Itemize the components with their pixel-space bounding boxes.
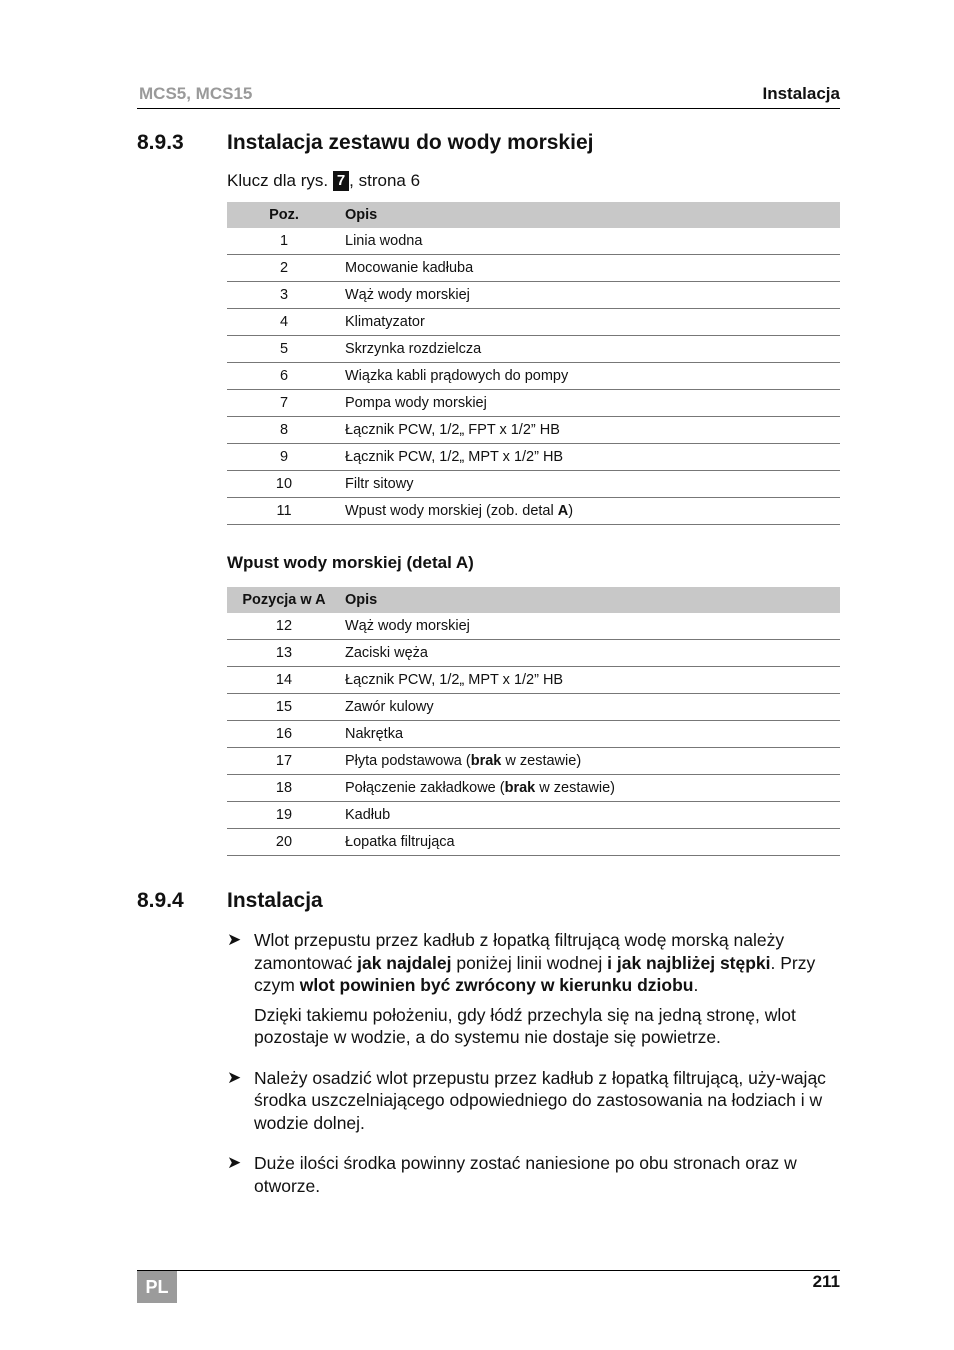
cell-desc: Wiązka kabli prądowych do pompy bbox=[341, 363, 840, 390]
cell-pos: 9 bbox=[227, 444, 341, 471]
cell-desc: Zawór kulowy bbox=[341, 694, 840, 721]
header-product: MCS5, MCS15 bbox=[139, 84, 253, 103]
cell-pos: 11 bbox=[227, 498, 341, 525]
instruction-list bbox=[227, 929, 842, 1215]
header-pos: Poz. bbox=[227, 202, 341, 228]
table-row bbox=[227, 390, 840, 417]
cell-pos: 1 bbox=[227, 228, 341, 255]
cell-pos: 7 bbox=[227, 390, 341, 417]
cell-pos: 4 bbox=[227, 309, 341, 336]
page-number: 211 bbox=[812, 1272, 840, 1291]
section-number: 8.9.4 bbox=[137, 889, 184, 912]
section-title: Instalacja bbox=[227, 889, 323, 912]
table-row bbox=[227, 640, 840, 667]
cell-pos: 3 bbox=[227, 282, 341, 309]
table-row bbox=[227, 255, 840, 282]
arrow-icon: ➤ bbox=[227, 1067, 242, 1087]
cell-desc: Łopatka filtrująca bbox=[341, 829, 840, 856]
section-number: 8.9.3 bbox=[137, 131, 184, 154]
footer-rule bbox=[137, 1270, 840, 1271]
table-header-row bbox=[227, 202, 840, 228]
cell-desc: Wąż wody morskiej bbox=[341, 282, 840, 309]
cell-desc: Zaciski węża bbox=[341, 640, 840, 667]
cell-desc: Łącznik PCW, 1/2„ MPT x 1/2” HB bbox=[341, 667, 840, 694]
table-row bbox=[227, 694, 840, 721]
header-desc: Opis bbox=[341, 587, 840, 613]
cell-desc: Skrzynka rozdzielcza bbox=[341, 336, 840, 363]
key-prefix: Klucz dla rys. bbox=[227, 171, 329, 190]
table-row bbox=[227, 721, 840, 748]
cell-desc: Filtr sitowy bbox=[341, 471, 840, 498]
cell-pos: 18 bbox=[227, 775, 341, 802]
list-item bbox=[227, 929, 842, 1056]
cell-desc: Płyta podstawowa (brak w zestawie) bbox=[341, 748, 840, 775]
cell-pos: 5 bbox=[227, 336, 341, 363]
cell-desc: Połączenie zakładkowe (brak w zestawie) bbox=[341, 775, 840, 802]
arrow-icon: ➤ bbox=[227, 930, 242, 949]
cell-pos: 12 bbox=[227, 613, 341, 640]
table-row bbox=[227, 282, 840, 309]
figure-badge: 7 bbox=[333, 171, 349, 191]
cell-desc: Łącznik PCW, 1/2„ FPT x 1/2” HB bbox=[341, 417, 840, 444]
cell-desc: Kadłub bbox=[341, 802, 840, 829]
cell-pos: 13 bbox=[227, 640, 341, 667]
table-row bbox=[227, 613, 840, 640]
language-badge: PL bbox=[137, 1271, 177, 1303]
cell-desc: Łącznik PCW, 1/2„ MPT x 1/2” HB bbox=[341, 444, 840, 471]
table-header-row bbox=[227, 587, 840, 613]
header-desc: Opis bbox=[341, 202, 840, 228]
table-row bbox=[227, 336, 840, 363]
list-item bbox=[227, 1067, 842, 1142]
table-row bbox=[227, 802, 840, 829]
cell-pos: 16 bbox=[227, 721, 341, 748]
cell-pos: 20 bbox=[227, 829, 341, 856]
cell-pos: 19 bbox=[227, 802, 341, 829]
list-item bbox=[227, 1152, 842, 1204]
table-row bbox=[227, 775, 840, 802]
cell-pos: 15 bbox=[227, 694, 341, 721]
detail-subheading: Wpust wody morskiej (detal A) bbox=[227, 553, 474, 572]
cell-pos: 2 bbox=[227, 255, 341, 282]
table-row bbox=[227, 309, 840, 336]
header-pos: Pozycja w A bbox=[227, 587, 341, 613]
header-rule bbox=[137, 108, 840, 109]
table-row bbox=[227, 444, 840, 471]
table-row bbox=[227, 748, 840, 775]
table-row bbox=[227, 471, 840, 498]
cell-desc: Nakrętka bbox=[341, 721, 840, 748]
table-row bbox=[227, 228, 840, 255]
key-suffix: , strona 6 bbox=[349, 171, 421, 190]
header-chapter: Instalacja bbox=[762, 84, 840, 103]
legend-table bbox=[227, 202, 840, 525]
cell-desc: Linia wodna bbox=[341, 228, 840, 255]
figure-key bbox=[227, 171, 420, 191]
detail-table bbox=[227, 587, 840, 856]
table-row bbox=[227, 363, 840, 390]
instruction-note: Dzięki takiemu położeniu, gdy łódź przechyla się na jedną stronę, wlot pozostaje w wodzie, a do systemu nie dostaje się powietrze. bbox=[254, 1004, 796, 1047]
cell-pos: 14 bbox=[227, 667, 341, 694]
cell-desc: Wąż wody morskiej bbox=[341, 613, 840, 640]
table-row bbox=[227, 498, 840, 525]
table-row bbox=[227, 417, 840, 444]
table-row bbox=[227, 667, 840, 694]
instruction-text: Duże ilości środka powinny zostać naniesione po obu stronach oraz w otworze. bbox=[254, 1153, 797, 1196]
cell-pos: 6 bbox=[227, 363, 341, 390]
cell-desc: Klimatyzator bbox=[341, 309, 840, 336]
arrow-icon: ➤ bbox=[227, 1153, 242, 1172]
cell-desc: Pompa wody morskiej bbox=[341, 390, 840, 417]
cell-pos: 17 bbox=[227, 748, 341, 775]
cell-desc: Wpust wody morskiej (zob. detal A) bbox=[341, 498, 840, 525]
section-title: Instalacja zestawu do wody morskiej bbox=[227, 131, 594, 154]
instruction-text: Wlot przepustu przez kadłub z łopatką filtrującą wodę morską należy zamontować jak najdalej poniżej linii wodnej i jak najbliżej stępki. Przy czym wlot powinien być zwrócony w kierunku dziobu. bbox=[254, 930, 816, 995]
cell-pos: 8 bbox=[227, 417, 341, 444]
table-row bbox=[227, 829, 840, 856]
instruction-text: Należy osadzić wlot przepustu przez kadłub z łopatką filtrującą, uży-wając środka uszczelniającego odpowiedniego do zastosowania na łodziach i w wodzie dolnej. bbox=[254, 1067, 826, 1133]
cell-desc: Mocowanie kadłuba bbox=[341, 255, 840, 282]
cell-pos: 10 bbox=[227, 471, 341, 498]
